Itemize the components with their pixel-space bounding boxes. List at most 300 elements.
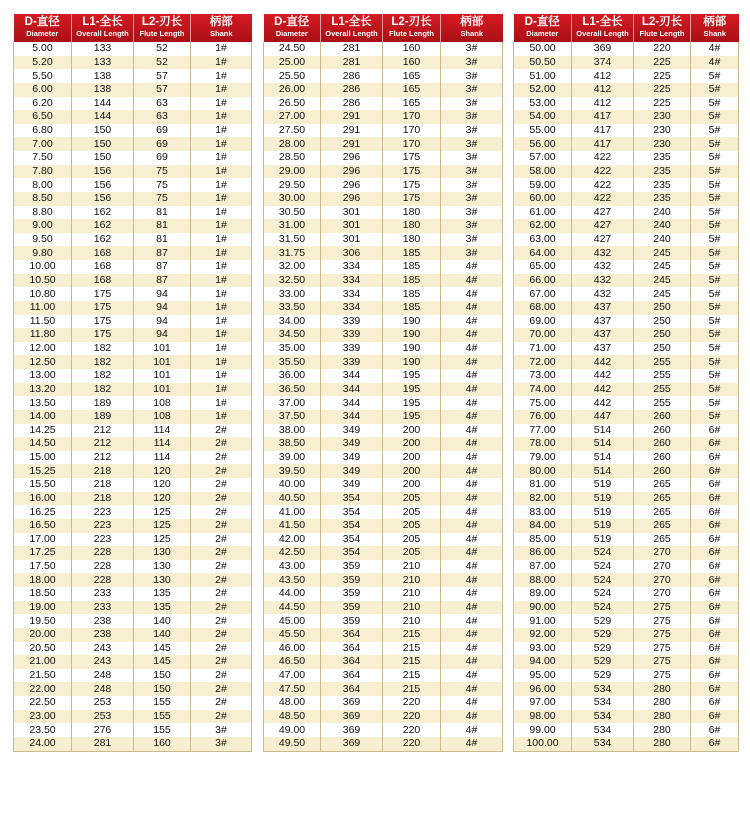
flute-length-cell: 175 xyxy=(383,151,441,165)
shank-cell: 3# xyxy=(441,56,503,70)
table-row xyxy=(14,682,252,696)
header-label-en: Overall Length xyxy=(325,29,378,38)
flute-length-cell: 135 xyxy=(134,601,191,615)
diameter-cell: 95.00 xyxy=(514,669,572,683)
flute-length-cell: 160 xyxy=(134,737,191,751)
diameter-cell: 12.00 xyxy=(14,342,72,356)
flute-length-cell: 205 xyxy=(383,505,441,519)
diameter-cell: 42.00 xyxy=(264,533,321,547)
flute-length-cell: 275 xyxy=(634,628,691,642)
overall-length-cell: 422 xyxy=(572,165,634,179)
table-row xyxy=(14,519,252,533)
flute-length-cell: 57 xyxy=(134,83,191,97)
table-row xyxy=(514,451,739,465)
shank-cell: 3# xyxy=(441,246,503,260)
table-row xyxy=(14,655,252,669)
shank-cell: 5# xyxy=(691,355,739,369)
diameter-cell: 11.80 xyxy=(14,328,72,342)
overall-length-cell: 182 xyxy=(72,383,134,397)
table-row xyxy=(14,614,252,628)
overall-length-cell: 218 xyxy=(72,464,134,478)
flute-length-cell: 250 xyxy=(634,342,691,356)
overall-length-cell: 529 xyxy=(572,655,634,669)
overall-length-cell: 442 xyxy=(572,383,634,397)
flute-length-cell: 130 xyxy=(134,573,191,587)
shank-cell: 6# xyxy=(691,505,739,519)
shank-cell: 4# xyxy=(441,573,503,587)
overall-length-cell: 417 xyxy=(572,110,634,124)
shank-cell: 5# xyxy=(691,342,739,356)
diameter-cell: 5.50 xyxy=(14,69,72,83)
overall-length-cell: 412 xyxy=(572,69,634,83)
overall-length-cell: 524 xyxy=(572,573,634,587)
flute-length-cell: 114 xyxy=(134,424,191,438)
table-row xyxy=(14,587,252,601)
header-label-en: Flute Length xyxy=(389,29,434,38)
flute-length-cell: 120 xyxy=(134,464,191,478)
flute-length-cell: 275 xyxy=(634,669,691,683)
overall-length-cell: 223 xyxy=(72,519,134,533)
overall-length-cell: 524 xyxy=(572,560,634,574)
table-row xyxy=(514,301,739,315)
overall-length-cell: 349 xyxy=(321,478,383,492)
overall-length-cell: 417 xyxy=(572,137,634,151)
table-row xyxy=(14,628,252,642)
flute-length-cell: 215 xyxy=(383,628,441,642)
shank-cell: 4# xyxy=(441,737,503,751)
diameter-cell: 38.50 xyxy=(264,437,321,451)
table-row xyxy=(264,710,503,724)
flute-length-cell: 185 xyxy=(383,274,441,288)
diameter-cell: 50.50 xyxy=(514,56,572,70)
diameter-cell: 83.00 xyxy=(514,505,572,519)
diameter-cell: 99.00 xyxy=(514,723,572,737)
diameter-cell: 23.00 xyxy=(14,710,72,724)
overall-length-cell: 359 xyxy=(321,560,383,574)
flute-length-cell: 145 xyxy=(134,642,191,656)
table-row xyxy=(264,478,503,492)
shank-cell: 6# xyxy=(691,519,739,533)
diameter-cell: 50.00 xyxy=(514,42,572,56)
flute-length-cell: 210 xyxy=(383,573,441,587)
shank-cell: 2# xyxy=(191,587,252,601)
diameter-cell: 32.50 xyxy=(264,274,321,288)
diameter-cell: 14.25 xyxy=(14,424,72,438)
table-row xyxy=(514,274,739,288)
flute-length-cell: 145 xyxy=(134,655,191,669)
flute-length-cell: 255 xyxy=(634,396,691,410)
overall-length-cell: 437 xyxy=(572,342,634,356)
shank-cell: 4# xyxy=(441,369,503,383)
flute-length-cell: 230 xyxy=(634,110,691,124)
table-row xyxy=(264,587,503,601)
table-row xyxy=(14,42,252,56)
shank-cell: 6# xyxy=(691,669,739,683)
shank-cell: 4# xyxy=(441,478,503,492)
flute-length-cell: 160 xyxy=(383,56,441,70)
diameter-cell: 8.80 xyxy=(14,206,72,220)
table-row xyxy=(14,69,252,83)
diameter-cell: 29.50 xyxy=(264,178,321,192)
diameter-cell: 33.00 xyxy=(264,287,321,301)
table-row xyxy=(14,328,252,342)
flute-length-cell: 280 xyxy=(634,710,691,724)
table-row xyxy=(514,206,739,220)
shank-cell: 5# xyxy=(691,206,739,220)
diameter-cell: 48.00 xyxy=(264,696,321,710)
flute-length-cell: 235 xyxy=(634,178,691,192)
header-label-en: Diameter xyxy=(526,29,559,38)
overall-length-cell: 291 xyxy=(321,124,383,138)
table-row xyxy=(14,560,252,574)
table-row xyxy=(514,533,739,547)
flute-length-cell: 150 xyxy=(134,682,191,696)
shank-cell: 2# xyxy=(191,505,252,519)
diameter-cell: 9.00 xyxy=(14,219,72,233)
header-label-en: Flute Length xyxy=(639,29,685,38)
table-row xyxy=(264,410,503,424)
flute-length-cell: 160 xyxy=(383,42,441,56)
flute-length-cell: 200 xyxy=(383,424,441,438)
shank-cell: 6# xyxy=(691,424,739,438)
overall-length-cell: 534 xyxy=(572,696,634,710)
table-row xyxy=(264,178,503,192)
overall-length-cell: 168 xyxy=(72,274,134,288)
diameter-cell: 17.50 xyxy=(14,560,72,574)
table-row xyxy=(514,682,739,696)
shank-cell: 2# xyxy=(191,655,252,669)
overall-length-cell: 334 xyxy=(321,274,383,288)
overall-length-cell: 138 xyxy=(72,69,134,83)
shank-cell: 1# xyxy=(191,396,252,410)
diameter-cell: 13.50 xyxy=(14,396,72,410)
shank-cell: 6# xyxy=(691,492,739,506)
flute-length-cell: 170 xyxy=(383,124,441,138)
overall-length-cell: 427 xyxy=(572,233,634,247)
diameter-cell: 41.50 xyxy=(264,519,321,533)
shank-cell: 2# xyxy=(191,696,252,710)
shank-cell: 1# xyxy=(191,42,252,56)
table-row xyxy=(14,710,252,724)
diameter-cell: 36.50 xyxy=(264,383,321,397)
diameter-cell: 5.20 xyxy=(14,56,72,70)
shank-cell: 1# xyxy=(191,369,252,383)
diameter-cell: 42.50 xyxy=(264,546,321,560)
diameter-cell: 16.25 xyxy=(14,505,72,519)
diameter-cell: 8.50 xyxy=(14,192,72,206)
flute-length-cell: 195 xyxy=(383,383,441,397)
flute-length-cell: 235 xyxy=(634,165,691,179)
shank-cell: 5# xyxy=(691,97,739,111)
diameter-cell: 15.00 xyxy=(14,451,72,465)
diameter-cell: 34.00 xyxy=(264,315,321,329)
shank-cell: 3# xyxy=(441,110,503,124)
overall-length-cell: 369 xyxy=(321,737,383,751)
overall-length-cell: 534 xyxy=(572,723,634,737)
diameter-cell: 53.00 xyxy=(514,97,572,111)
table-row xyxy=(264,492,503,506)
overall-length-cell: 432 xyxy=(572,287,634,301)
shank-cell: 6# xyxy=(691,546,739,560)
shank-cell: 4# xyxy=(441,328,503,342)
shank-cell: 1# xyxy=(191,83,252,97)
shank-cell: 6# xyxy=(691,464,739,478)
table-row xyxy=(14,464,252,478)
header-label-cn: 柄部 xyxy=(703,16,727,28)
shank-cell: 4# xyxy=(441,682,503,696)
shank-cell: 5# xyxy=(691,328,739,342)
diameter-cell: 31.50 xyxy=(264,233,321,247)
header-label-cn: L1-全长 xyxy=(582,16,623,28)
diameter-cell: 85.00 xyxy=(514,533,572,547)
table-row xyxy=(514,165,739,179)
shank-cell: 5# xyxy=(691,83,739,97)
flute-length-cell: 155 xyxy=(134,696,191,710)
flute-length-cell: 94 xyxy=(134,301,191,315)
table-row xyxy=(514,628,739,642)
shank-cell: 3# xyxy=(441,151,503,165)
overall-length-cell: 291 xyxy=(321,137,383,151)
flute-length-cell: 185 xyxy=(383,301,441,315)
diameter-cell: 11.50 xyxy=(14,315,72,329)
shank-cell: 1# xyxy=(191,246,252,260)
table-row xyxy=(514,355,739,369)
flute-length-cell: 200 xyxy=(383,478,441,492)
table-row xyxy=(264,56,503,70)
shank-cell: 5# xyxy=(691,110,739,124)
overall-length-cell: 364 xyxy=(321,682,383,696)
overall-length-cell: 243 xyxy=(72,655,134,669)
overall-length-cell: 296 xyxy=(321,165,383,179)
overall-length-cell: 524 xyxy=(572,587,634,601)
shank-cell: 6# xyxy=(691,710,739,724)
shank-cell: 2# xyxy=(191,478,252,492)
overall-length-cell: 334 xyxy=(321,301,383,315)
diameter-cell: 87.00 xyxy=(514,560,572,574)
flute-length-cell: 195 xyxy=(383,396,441,410)
table-row xyxy=(514,97,739,111)
diameter-cell: 5.00 xyxy=(14,42,72,56)
header-flute-length xyxy=(634,14,691,42)
flute-length-cell: 200 xyxy=(383,464,441,478)
shank-cell: 5# xyxy=(691,178,739,192)
diameter-cell: 21.00 xyxy=(14,655,72,669)
diameter-cell: 6.00 xyxy=(14,83,72,97)
shank-cell: 2# xyxy=(191,669,252,683)
flute-length-cell: 108 xyxy=(134,410,191,424)
shank-cell: 6# xyxy=(691,560,739,574)
overall-length-cell: 228 xyxy=(72,546,134,560)
shank-cell: 5# xyxy=(691,274,739,288)
shank-cell: 4# xyxy=(441,355,503,369)
overall-length-cell: 286 xyxy=(321,97,383,111)
flute-length-cell: 205 xyxy=(383,519,441,533)
overall-length-cell: 156 xyxy=(72,192,134,206)
shank-cell: 6# xyxy=(691,696,739,710)
flute-length-cell: 220 xyxy=(383,710,441,724)
overall-length-cell: 529 xyxy=(572,642,634,656)
flute-length-cell: 245 xyxy=(634,287,691,301)
flute-length-cell: 125 xyxy=(134,505,191,519)
diameter-cell: 35.50 xyxy=(264,355,321,369)
flute-length-cell: 255 xyxy=(634,355,691,369)
diameter-cell: 6.50 xyxy=(14,110,72,124)
table-row xyxy=(514,328,739,342)
flute-length-cell: 140 xyxy=(134,614,191,628)
overall-length-cell: 529 xyxy=(572,614,634,628)
table-row xyxy=(14,110,252,124)
table-row xyxy=(264,206,503,220)
flute-length-cell: 210 xyxy=(383,601,441,615)
overall-length-cell: 228 xyxy=(72,560,134,574)
table-row xyxy=(14,192,252,206)
overall-length-cell: 233 xyxy=(72,587,134,601)
shank-cell: 4# xyxy=(441,424,503,438)
diameter-cell: 12.50 xyxy=(14,355,72,369)
diameter-cell: 31.75 xyxy=(264,246,321,260)
flute-length-cell: 120 xyxy=(134,492,191,506)
shank-cell: 2# xyxy=(191,519,252,533)
shank-cell: 1# xyxy=(191,56,252,70)
flute-length-cell: 87 xyxy=(134,260,191,274)
shank-cell: 1# xyxy=(191,192,252,206)
diameter-cell: 29.00 xyxy=(264,165,321,179)
table-row xyxy=(14,124,252,138)
flute-length-cell: 165 xyxy=(383,83,441,97)
diameter-cell: 17.25 xyxy=(14,546,72,560)
table-row xyxy=(14,546,252,560)
flute-length-cell: 170 xyxy=(383,110,441,124)
diameter-cell: 27.50 xyxy=(264,124,321,138)
header-label-en: Overall Length xyxy=(576,29,629,38)
shank-cell: 4# xyxy=(441,560,503,574)
shank-cell: 4# xyxy=(441,696,503,710)
shank-cell: 2# xyxy=(191,573,252,587)
shank-cell: 3# xyxy=(441,219,503,233)
diameter-cell: 14.00 xyxy=(14,410,72,424)
overall-length-cell: 306 xyxy=(321,246,383,260)
table-row xyxy=(264,424,503,438)
shank-cell: 5# xyxy=(691,124,739,138)
header-shank xyxy=(441,14,503,42)
overall-length-cell: 432 xyxy=(572,246,634,260)
flute-length-cell: 175 xyxy=(383,192,441,206)
flute-length-cell: 280 xyxy=(634,723,691,737)
overall-length-cell: 412 xyxy=(572,83,634,97)
flute-length-cell: 230 xyxy=(634,124,691,138)
shank-cell: 5# xyxy=(691,233,739,247)
header-label-cn: L1-全长 xyxy=(82,16,123,28)
overall-length-cell: 248 xyxy=(72,682,134,696)
flute-length-cell: 265 xyxy=(634,492,691,506)
diameter-cell: 22.00 xyxy=(14,682,72,696)
header-label-en: Diameter xyxy=(26,29,59,38)
flute-length-cell: 265 xyxy=(634,505,691,519)
shank-cell: 6# xyxy=(691,682,739,696)
flute-length-cell: 255 xyxy=(634,369,691,383)
diameter-cell: 88.00 xyxy=(514,573,572,587)
table-row xyxy=(264,437,503,451)
diameter-cell: 10.80 xyxy=(14,287,72,301)
shank-cell: 1# xyxy=(191,355,252,369)
table-row xyxy=(264,383,503,397)
overall-length-cell: 150 xyxy=(72,151,134,165)
shank-cell: 5# xyxy=(691,383,739,397)
diameter-cell: 67.00 xyxy=(514,287,572,301)
flute-length-cell: 170 xyxy=(383,137,441,151)
header-label-en: Overall Length xyxy=(76,29,129,38)
shank-cell: 5# xyxy=(691,246,739,260)
diameter-cell: 92.00 xyxy=(514,628,572,642)
header-row xyxy=(514,14,739,42)
overall-length-cell: 150 xyxy=(72,137,134,151)
shank-cell: 4# xyxy=(441,410,503,424)
overall-length-cell: 432 xyxy=(572,260,634,274)
header-label-cn: L2-刃长 xyxy=(641,16,683,28)
table-row xyxy=(264,246,503,260)
diameter-cell: 40.50 xyxy=(264,492,321,506)
diameter-cell: 11.00 xyxy=(14,301,72,315)
diameter-cell: 28.50 xyxy=(264,151,321,165)
diameter-cell: 100.00 xyxy=(514,737,572,751)
diameter-cell: 18.50 xyxy=(14,587,72,601)
flute-length-cell: 63 xyxy=(134,97,191,111)
shank-cell: 1# xyxy=(191,219,252,233)
spec-table-3 xyxy=(513,14,739,752)
overall-length-cell: 291 xyxy=(321,110,383,124)
flute-length-cell: 63 xyxy=(134,110,191,124)
diameter-cell: 72.00 xyxy=(514,355,572,369)
table-row xyxy=(14,83,252,97)
table-row xyxy=(514,519,739,533)
diameter-cell: 90.00 xyxy=(514,601,572,615)
header-label-cn: 柄部 xyxy=(209,16,233,28)
shank-cell: 4# xyxy=(441,492,503,506)
shank-cell: 2# xyxy=(191,492,252,506)
flute-length-cell: 190 xyxy=(383,342,441,356)
flute-length-cell: 114 xyxy=(134,451,191,465)
table-row xyxy=(264,642,503,656)
overall-length-cell: 168 xyxy=(72,260,134,274)
diameter-cell: 37.00 xyxy=(264,396,321,410)
flute-length-cell: 130 xyxy=(134,546,191,560)
flute-length-cell: 81 xyxy=(134,233,191,247)
diameter-cell: 81.00 xyxy=(514,478,572,492)
flute-length-cell: 75 xyxy=(134,165,191,179)
flute-length-cell: 200 xyxy=(383,437,441,451)
table-row xyxy=(264,124,503,138)
flute-length-cell: 108 xyxy=(134,396,191,410)
shank-cell: 4# xyxy=(441,628,503,642)
diameter-cell: 8.00 xyxy=(14,178,72,192)
diameter-cell: 25.00 xyxy=(264,56,321,70)
table-row xyxy=(514,260,739,274)
overall-length-cell: 359 xyxy=(321,587,383,601)
table-row xyxy=(264,451,503,465)
shank-cell: 3# xyxy=(441,42,503,56)
overall-length-cell: 514 xyxy=(572,437,634,451)
shank-cell: 6# xyxy=(691,723,739,737)
flute-length-cell: 215 xyxy=(383,682,441,696)
overall-length-cell: 369 xyxy=(321,710,383,724)
diameter-cell: 52.00 xyxy=(514,83,572,97)
flute-length-cell: 275 xyxy=(634,614,691,628)
flute-length-cell: 185 xyxy=(383,260,441,274)
diameter-cell: 43.00 xyxy=(264,560,321,574)
diameter-cell: 7.00 xyxy=(14,137,72,151)
overall-length-cell: 364 xyxy=(321,669,383,683)
flute-length-cell: 265 xyxy=(634,478,691,492)
